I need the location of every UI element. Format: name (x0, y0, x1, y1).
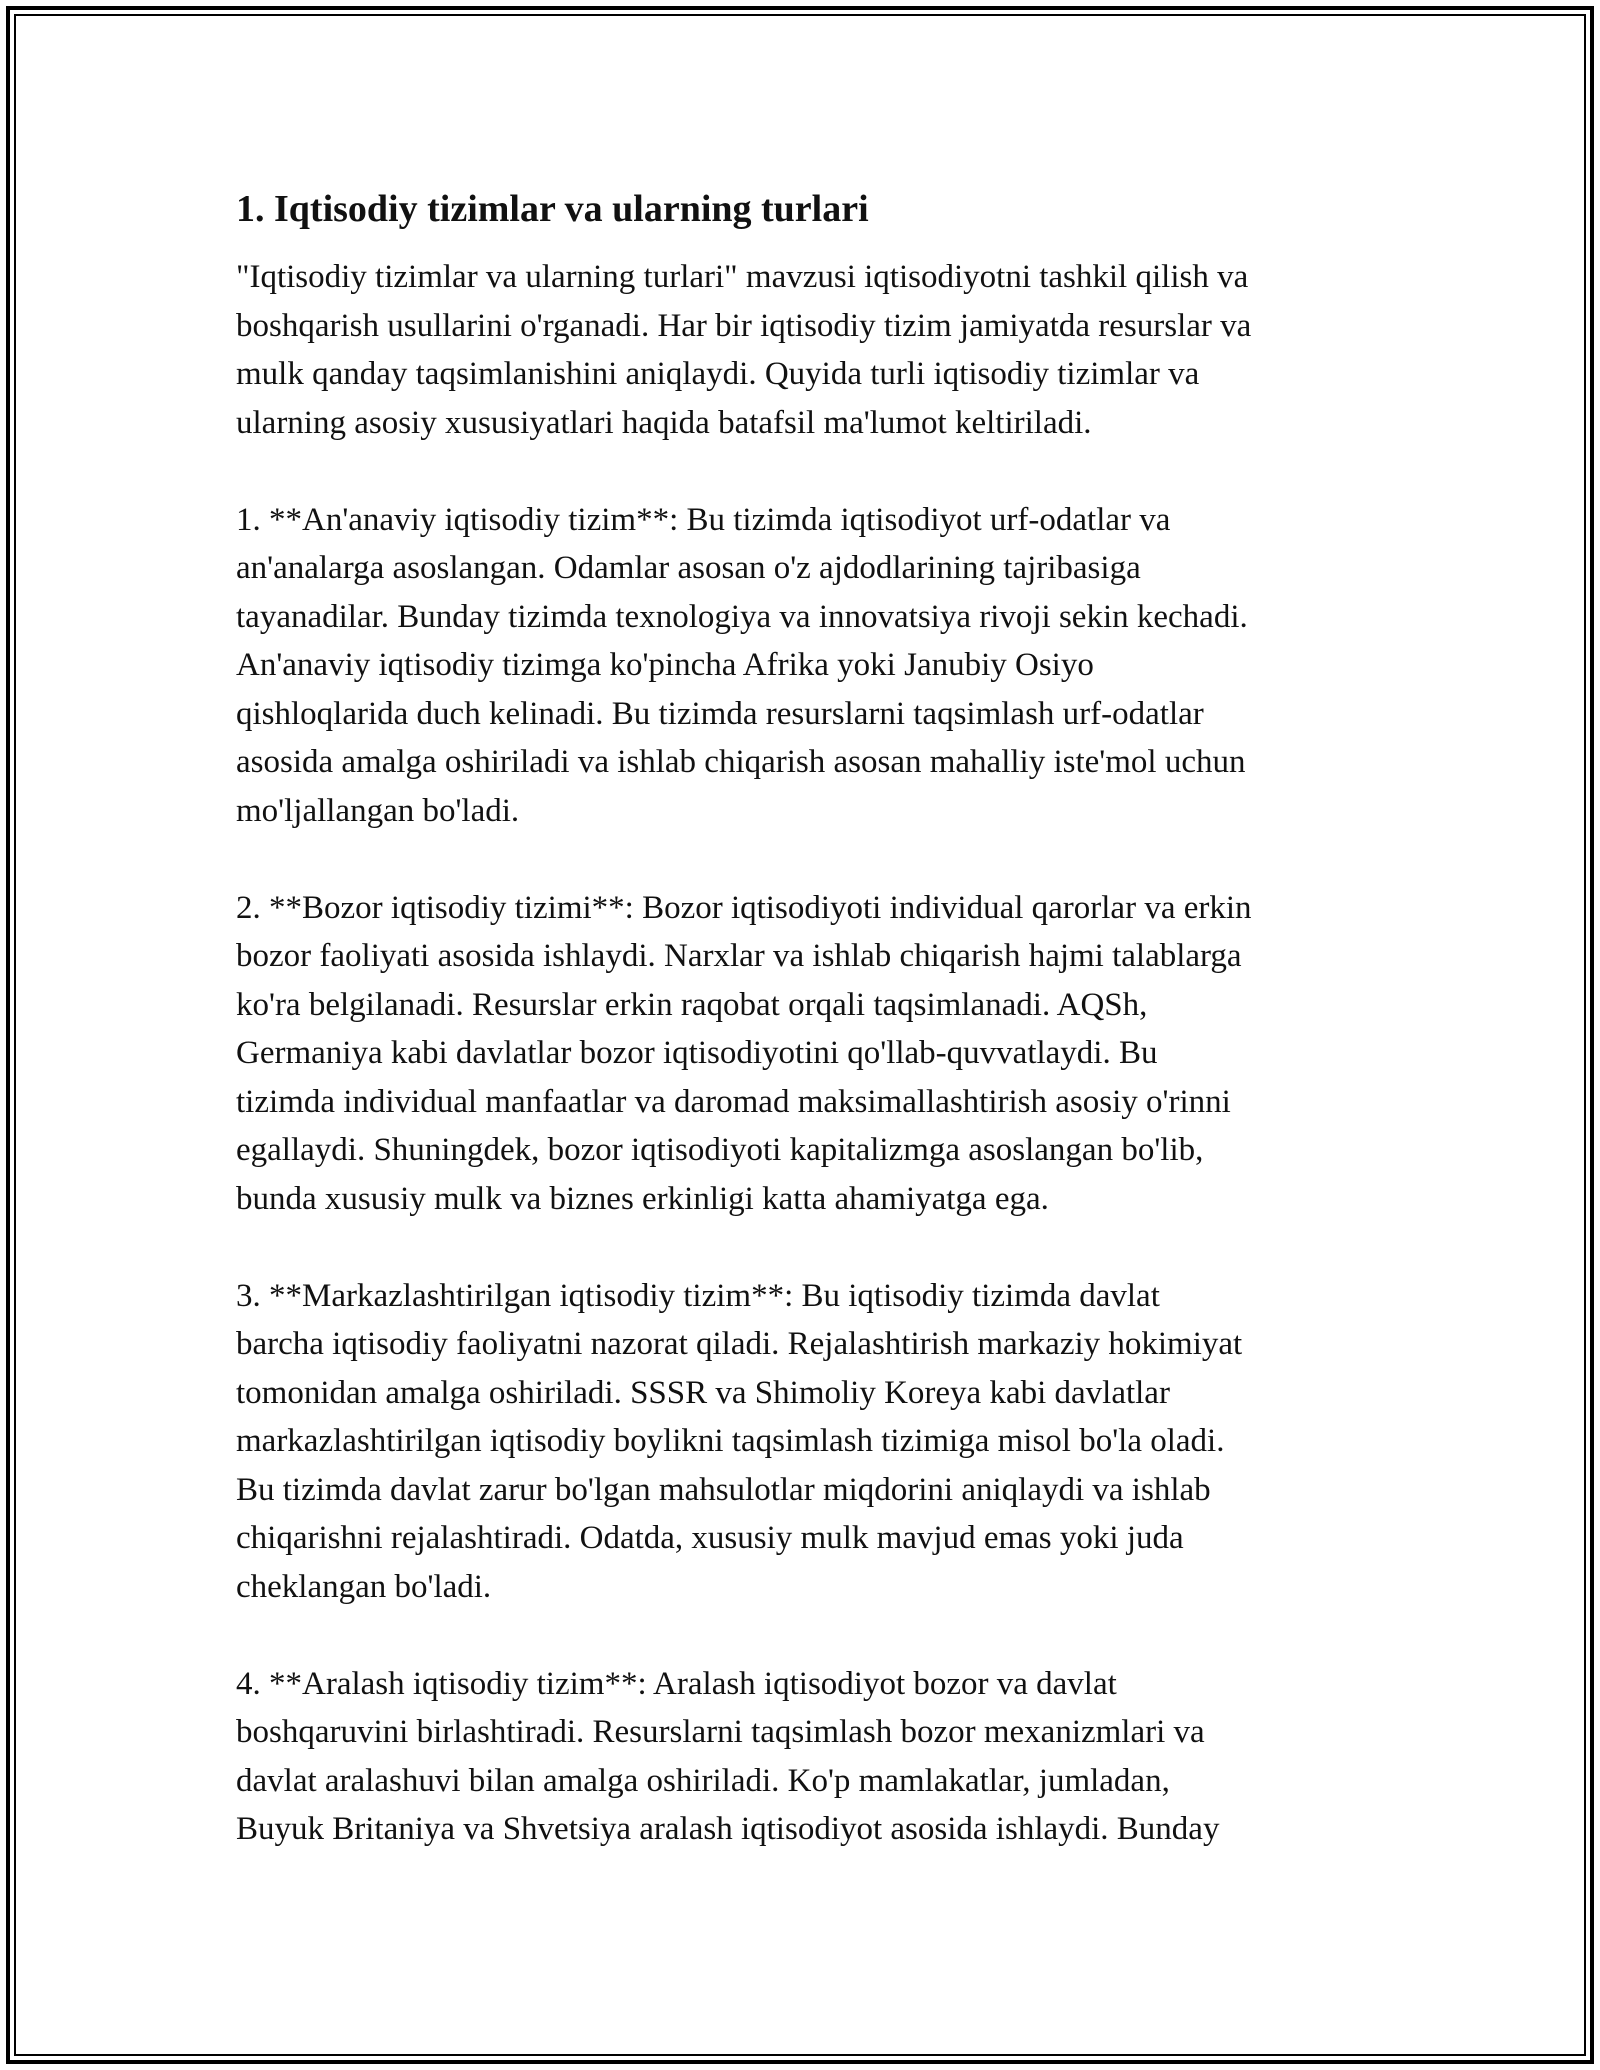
command-system-paragraph: 3. **Markazlashtirilgan iqtisodiy tizim**: Bu iqtisodiy tizimda davlat barcha iqtisodiy faoliyatni nazorat qiladi. Rejalashtirish markaziy hokimiyat tomonidan amalga oshiriladi. SSSR va Shimoliy Koreya kabi davlatlar markazlashtirilgan iqtisodiy boylikni taqsimlash tizimiga misol bo'la oladi. Bu tizimda davlat zarur bo'lgan mahsulotlar miqdorini aniqlaydi va ishlab chiqarishni rejalashtiradi. Odatda, xususiy mulk mavjud emas yoki juda cheklangan bo'ladi. (236, 1277, 1243, 1605)
traditional-system-paragraph: 1. **An'anaviy iqtisodiy tizim**: Bu tizimda iqtisodiyot urf-odatlar va an'analarga asoslangan. Odamlar asosan o'z ajdodlarining tajribasiga tayanadilar. Bunday tizimda texnologiya va innovatsiya rivoji sekin kechadi. An'anaviy iqtisodiy tizimga ko'pincha Afrika yoki Janubiy Osiyo qishloqlarida duch kelinadi. Bu tizimda resurslarni taqsimlash urf-odatlar asosida amalga oshiriladi va ishlab chiqarish asosan mahalliy iste'mol uchun mo'ljallangan bo'ladi. (236, 501, 1248, 829)
mixed-system-paragraph: 4. **Aralash iqtisodiy tizim**: Aralash iqtisodiyot bozor va davlat boshqaruvini birlashtiradi. Resurslarni taqsimlash bozor mexanizmlari va davlat aralashuvi bilan amalga oshiriladi. Ko'p mamlakatlar, jumladan, Buyuk Britaniya va Shvetsiya aralash iqtisodiyot asosida ishlaydi. Bunday (236, 1665, 1220, 1847)
market-system-paragraph: 2. **Bozor iqtisodiy tizimi**: Bozor iqtisodiyoti individual qarorlar va erkin bozor faoliyati asosida ishlaydi. Narxlar va ishlab chiqarish hajmi talablarga ko'ra belgilanadi. Resurslar erkin raqobat orqali taqsimlanadi. AQSh, Germaniya kabi davlatlar bozor iqtisodiyotini qo'llab-quvvatlaydi. Bu tizimda individual manfaatlar va daromad maksimallashtirish asosiy o'rinni egallaydi. Shuningdek, bozor iqtisodiyoti kapitalizmga asoslangan bo'lib, bunda xususiy mulk va biznes erkinligi katta ahamiyatga ega. (236, 889, 1252, 1217)
document-body (236, 185, 1376, 1902)
section-heading: 1. Iqtisodiy tizimlar va ularning turlari (236, 188, 869, 230)
intro-paragraph: "Iqtisodiy tizimlar va ularning turlari" mavzusi iqtisodiyotni tashkil qilish va boshqarish usullarini o'rganadi. Har bir iqtisodiy tizim jamiyatda resurslar va mulk qanday taqsimlanishini aniqlaydi. Quyida turli iqtisodiy tizimlar va ularning asosiy xususiyatlari haqida batafsil ma'lumot keltiriladi. (236, 259, 1252, 441)
